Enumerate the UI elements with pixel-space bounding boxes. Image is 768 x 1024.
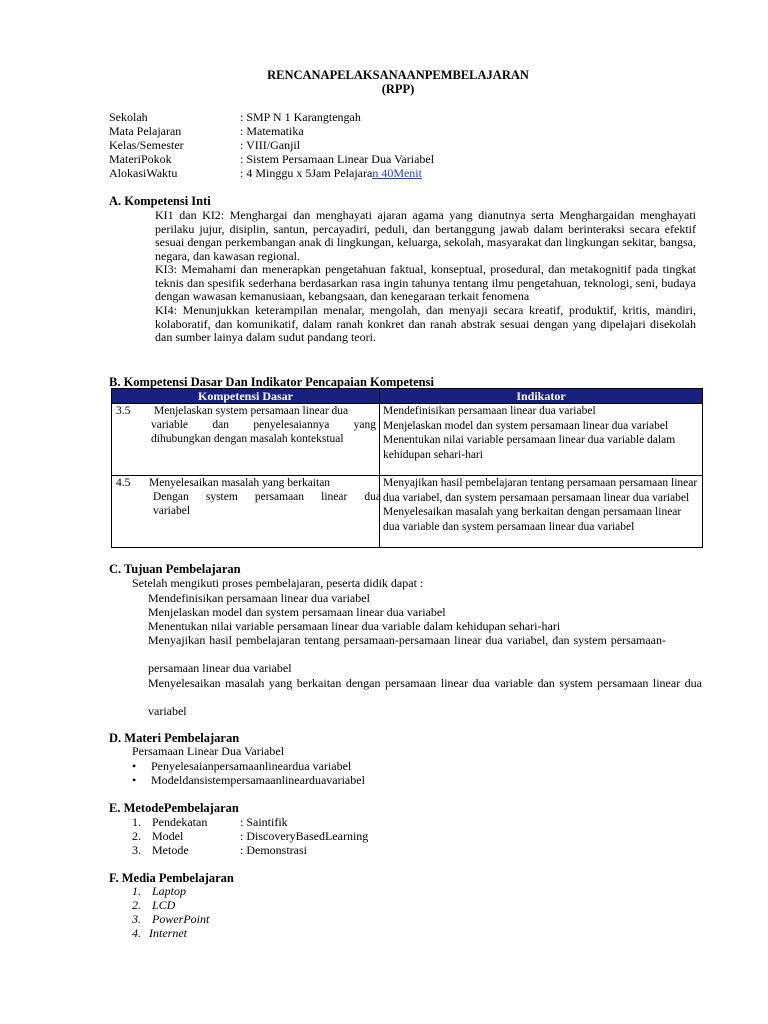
media-number: 4.: [132, 926, 141, 940]
time-allocation-link[interactable]: n 40Menit: [372, 166, 422, 180]
method-number: 1.: [132, 815, 141, 829]
method-label: Pendekatan: [152, 815, 208, 829]
kd-text-line: Dengan system persamaan linear dua: [153, 491, 381, 503]
kd-number: 3.5: [116, 405, 131, 417]
indicator-cell: [380, 404, 703, 476]
method-number: 2.: [132, 829, 141, 843]
indicator-item: Menyajikan hasil pembelajaran tentang persamaan persamaan linear dua variabel, dan system persamaan persamaan linear dua variabel: [383, 477, 698, 504]
indicator-item: Menyelesaikan masalah yang berkaitan dengan persamaan linear dua variable dan system persamaan linear dua variabel: [383, 506, 682, 533]
identity-value: [240, 166, 422, 180]
identity-label: Kelas/Semester: [109, 138, 184, 152]
ki-3-paragraph: KI3: Memahami dan menerapkan pengetahuan faktual, konseptual, prosedural, dan metakognitif pada tingkat teknis dan spesifik sederhana berdasarkan rasa ingin tahunya tentang ilmu pengetahuan, teknologi, seni, budaya dengan wawasan kemanusiaan, kebangsaan, dan kenegaraan terkait fenomena: [155, 262, 696, 304]
kd-text-line: dihubungkan dengan masalah kontekstual: [151, 433, 344, 445]
objective-item: Menentukan nilai variable persamaan linear dua variable dalam kehidupan sehari-hari: [148, 619, 561, 633]
media-item: LCD: [152, 898, 176, 912]
section-e-heading: E. MetodePembelajaran: [109, 801, 239, 815]
objective-item-continued: persamaan linear dua variabel: [148, 661, 292, 675]
time-allocation-text: : 4 Minggu x 5Jam Pelajara: [240, 166, 373, 180]
table-row: [112, 404, 703, 476]
media-number: 2.: [132, 898, 141, 912]
table-header-row: [112, 389, 703, 404]
objective-item: Menyelesaikan masalah yang berkaitan dengan persamaan linear dua variable dan system persamaan linear dua: [148, 676, 702, 690]
ki-4-paragraph: KI4: Menunjukkan keterampilan menalar, mengolah, dan menyaji secara kreatif, produktif, kritis, mandiri, kolaboratif, dan komunikatif, dalam ranah konkret dan ranah abstrak sesuai dengan yang dipelajari disekolah dan sumber lainya dalam sudut pandang teori.: [155, 303, 696, 345]
objective-item: Menyajikan hasil pembelajaran tentang persamaan-persamaan linear dua variabel, dan system persamaan-: [148, 633, 666, 647]
section-a-heading: A. Kompetensi Inti: [109, 194, 211, 208]
indicator-item: Menjelaskan model dan system persamaan linear dua variabel: [383, 419, 669, 432]
identity-label: MateriPokok: [109, 152, 172, 166]
section-c-heading: C. Tujuan Pembelajaran: [109, 562, 241, 576]
identity-label: AlokasiWaktu: [109, 166, 178, 180]
table-row: [112, 476, 703, 548]
identity-label: Mata Pelajaran: [109, 124, 182, 138]
media-number: 1.: [132, 884, 141, 898]
objective-item: Mendefinisikan persamaan linear dua variabel: [148, 591, 370, 605]
section-d-heading: D. Materi Pembelajaran: [109, 731, 240, 745]
kd-text-line: Menjelaskan system persamaan linear dua: [154, 405, 349, 417]
method-label: Metode: [152, 843, 189, 857]
kd-text-line: Menyelesaikan masalah yang berkaitan: [149, 477, 331, 489]
method-number: 3.: [132, 843, 141, 857]
materials-bullet-item: Penyelesaianpersamaanlineardua variabel: [151, 759, 352, 773]
media-number: 3.: [132, 912, 141, 926]
kd-indicator-table: [111, 388, 703, 548]
document-title: RENCANAPELAKSANAANPEMBELAJARAN: [267, 68, 529, 82]
indicator-cell: [380, 476, 703, 548]
materials-intro: Persamaan Linear Dua Variabel: [132, 744, 285, 758]
column-header-kd: Kompetensi Dasar: [112, 389, 380, 404]
kd-cell: [112, 404, 380, 476]
document-subtitle: (RPP): [381, 82, 415, 96]
ki-1-2-paragraph: KI1 dan KI2: Menghargai dan menghayati ajaran agama yang dianutnya serta Menghargaidan menghayati perilaku jujur, disiplin, santun, percayadiri, peduli, dan bertanggung jawab dalam berinteraksi secara efektif sesuai dengan perkembangan anak di lingkungan, keluarga, sekolah, masyarakat dan lingkungan sekitar, bangsa, negara, dan kawasan regional.: [155, 208, 696, 264]
section-b-heading: B. Kompetensi Dasar Dan Indikator Pencapaian Kompetensi: [109, 375, 434, 389]
objective-item: Menjelaskan model dan system persamaan linear dua variabel: [148, 605, 446, 619]
identity-value: : Sistem Persamaan Linear Dua Variabel: [240, 152, 435, 166]
media-item: Internet: [149, 926, 187, 940]
identity-value: : VIII/Ganjil: [240, 138, 301, 152]
bullet-icon: •: [132, 773, 137, 787]
objective-item-continued: variabel: [148, 704, 187, 718]
indicator-item: Menentukan nilai variable persamaan linear dua variable dalam kehidupan sehari-hari: [383, 434, 676, 461]
identity-value: : Matematika: [240, 124, 304, 138]
identity-label: Sekolah: [109, 110, 148, 124]
kd-number: 4.5: [116, 477, 131, 489]
method-value: : DiscoveryBasedLearning: [240, 829, 369, 843]
bullet-icon: •: [132, 759, 137, 773]
method-value: : Saintifik: [240, 815, 288, 829]
media-item: Laptop: [152, 884, 187, 898]
objectives-intro: Setelah mengikuti proses pembelajaran, peserta didik dapat :: [132, 576, 424, 590]
method-value: : Demonstrasi: [240, 843, 307, 857]
identity-value: : SMP N 1 Karangtengah: [240, 110, 361, 124]
method-label: Model: [152, 829, 184, 843]
media-item: PowerPoint: [152, 912, 210, 926]
kd-text-line: variabel: [153, 505, 191, 517]
kd-text-line: variable dan penyelesaiannya yang: [151, 419, 376, 431]
indicator-item: Mendefinisikan persamaan linear dua variabel: [383, 405, 596, 417]
kd-cell: [112, 476, 380, 548]
column-header-indicator: Indikator: [380, 389, 703, 404]
section-f-heading: F. Media Pembelajaran: [109, 871, 234, 885]
materials-bullet-item: Modeldansistempersamaanlinearduavariabel: [151, 773, 365, 787]
